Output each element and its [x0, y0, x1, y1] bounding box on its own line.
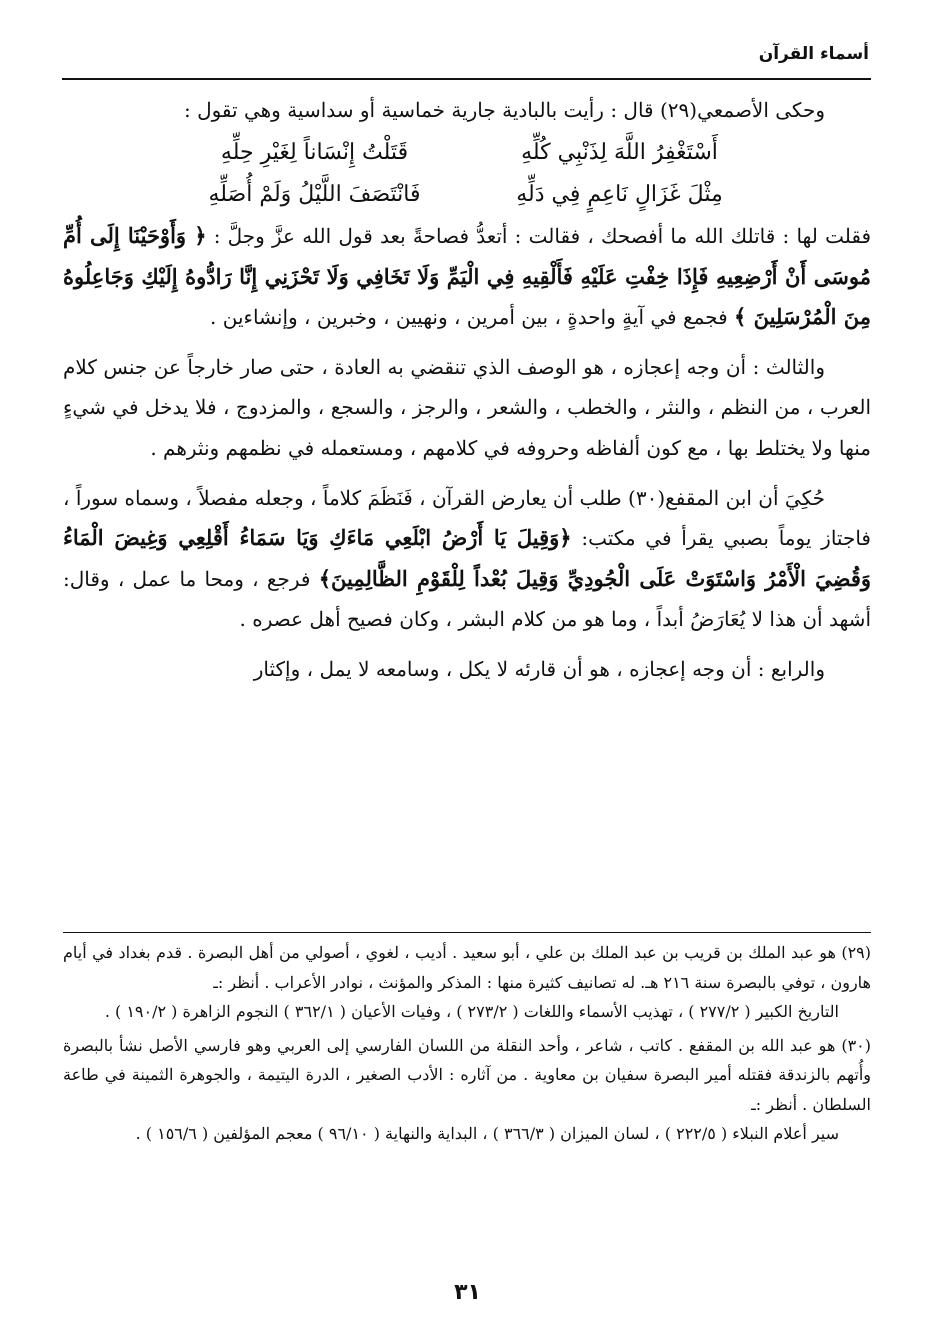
footnote-29-references: التاريخ الكبير ( ٢٧٧/٢ ) ، تهذيب الأسماء واللغات ( ٢٧٣/٢ ) ، وفيات الأعيان ( ٣٦٢/١ ) النجوم الزاهرة ( ١٩٠/٢ ) . — [104, 1002, 839, 1021]
quran-quote: ﴿وَقِيلَ يَا أَرْضُ ابْلَعِي مَاءَكِ وَيَا سَمَاءُ أَقْلِعِي وَغِيضَ الْمَاءُ وَقُضِيَ الْأَمْرُ وَاسْتَوَتْ عَلَى الْجُودِيِّ وَقِيلَ بُعْداً لِلْقَوْمِ الظَّالِمِينَ﴾ — [63, 525, 872, 591]
footnotes — [63, 938, 871, 1149]
footnote-29: (٢٩) هو عبد الملك بن قريب بن عبد الملك بن علي ، أبو سعيد . أديب ، لغوي ، أصولي من أهل البصرة . قدم بغداد في أيام هارون ، توفي بالبصرة سنة ٢١٦ هـ. له تصانيف كثيرة منها : المذكر والمؤنث ، نوادر الأعراب . أنظر :ـ — [63, 943, 871, 992]
paragraph-text: فجمع في آيةٍ واحدةٍ ، بين أمرين ، ونهيين ، وخبرين ، وإنشاءين . — [210, 304, 734, 329]
footnote-30-references: سير أعلام النبلاء ( ٢٢٢/٥ ) ، لسان الميزان ( ٣٦٦/٣ ) ، البداية والنهاية ( ٩٦/١٠ ) معجم المؤلفين ( ١٥٦/٦ ) . — [135, 1124, 839, 1143]
verse-2-second-hemistich: فَانْتَصَفَ اللَّيْلُ وَلَمْ أُصَلِّهِ — [208, 182, 421, 208]
paragraph-quran-moses — [63, 216, 871, 337]
poem-verses — [187, 132, 747, 216]
paragraph-third-aspect: والثالث : أن وجه إعجازه ، هو الوصف الذي تنقضي به العادة ، حتى صار خارجاً عن جنس كلام العرب ، من النظم ، والنثر ، والخطب ، والشعر ، والرجز ، والسجع ، والمزدوج ، فلا يدخل في شيءٍ منها ولا يختلط بها ، مع كون ألفاظه وحروفه في كلامهم ، ومستعمله في نظمهم ونثرهم . — [63, 355, 871, 460]
verse-2-first-hemistich: مِثْلَ غَزَالٍ نَاعِمٍ فِي دَلِّهِ — [516, 182, 723, 208]
paragraph-fourth-aspect: والرابع : أن وجه إعجازه ، هو أن قارئه لا يكل ، وسامعه لا يمل ، وإكثار — [253, 657, 825, 682]
verse-1-first-hemistich: أَسْتَغْفِرُ اللَّهَ لِذَنْبِي كُلِّهِ — [521, 140, 718, 166]
paragraph-ibn-muqaffa — [63, 478, 871, 639]
main-text — [63, 90, 871, 690]
paragraph-text: حُكِيَ أن ابن المقفع(٣٠) طلب أن يعارض القرآن ، فَنَظَمَ كلاماً ، وجعله مفصلاً ، وسماه سوراً ، فاجتاز يوماً بصبي يقرأ في مكتب: — [63, 486, 871, 551]
paragraph-asmaei: وحكى الأصمعي(٢٩) قال : رأيت بالبادية جارية خماسية أو سداسية وهي تقول : — [183, 98, 825, 122]
verse-1-second-hemistich: قَتَلْتُ إِنْسَاناً لِغَيْرِ حِلِّهِ — [220, 140, 409, 166]
paragraph-text: فقلت لها : قاتلك الله ما أفصحك ، فقالت : أتعدُّ فصاحةً بعد قول الله عزَّ وجلَّ : — [206, 224, 871, 249]
header-divider — [62, 78, 871, 80]
paragraph-text: فرجع ، ومحا ما عمل ، وقال: أشهد أن هذا لا يُعَارَضُ أبداً ، وما هو من كلام البشر ، وكان فصيح أهل عصره . — [63, 566, 871, 631]
page-number: ٣١ — [454, 1280, 481, 1305]
quran-quote: ﴿ وَأَوْحَيْنَا إِلَى أُمِّ مُوسَى أَنْ أَرْضِعِيهِ فَإِذَا خِفْتِ عَلَيْهِ فَأَلْقِيهِ فِي الْيَمِّ وَلَا تَخَافِي وَلَا تَحْزَنِي إِنَّا رَادُّوهُ إِلَيْكِ وَجَاعِلُوهُ مِنَ الْمُرْسَلِينَ ﴾ — [63, 223, 871, 329]
running-header-title: أسماء القرآن — [758, 44, 869, 64]
footnote-30: (٣٠) هو عبد الله بن المقفع . كاتب ، شاعر ، وأحد النقلة من اللسان الفارسي إلى العربي وهو فارسي الأصل نشأ بالبصرة وأُتهم بالزندقة فقتله أمير البصرة سفيان بن معاوية . من آثاره : الأدب الصغير ، الدرة اليتيمة ، والجوهرة الثمينة في طاعة السلطان . أنظر :ـ — [63, 1035, 871, 1114]
footnote-divider — [63, 932, 871, 933]
